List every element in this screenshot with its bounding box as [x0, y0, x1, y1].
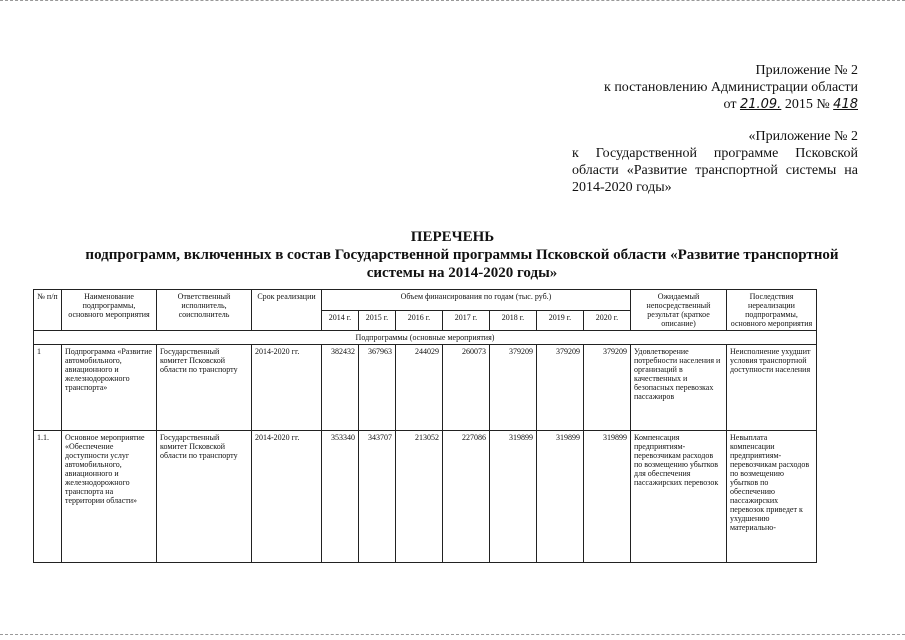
header-year: 2020 г. — [584, 310, 631, 331]
row-consequence: Невыплата компенсации предприятиям-перевозчикам расходов по возмещению убытков по обеспечению пассажирских перевозок приведет к ухудшению материально- — [727, 431, 817, 563]
appendix-date-line — [560, 96, 858, 113]
bottom-scan-edge — [0, 634, 905, 635]
appendix-quote-line1: «Приложение № 2 — [748, 129, 858, 144]
header-executor: Ответственный исполнитель, соисполнитель — [157, 290, 252, 331]
row-value: 227086 — [443, 431, 490, 563]
date-year: 2015 № — [784, 97, 830, 112]
header-consequence: Последствия нереализации подпрограммы, основного мероприятия — [727, 290, 817, 331]
header-year: 2016 г. — [396, 310, 443, 331]
row-value: 343707 — [359, 431, 396, 563]
top-scan-edge — [0, 0, 905, 1]
row-name: Подпрограмма «Развитие автомобильного, авиационного и железнодорожного транспорта» — [62, 345, 157, 431]
row-value: 379209 — [584, 345, 631, 431]
row-term: 2014-2020 гг. — [252, 345, 322, 431]
section-row — [34, 331, 817, 345]
row-num: 1.1. — [34, 431, 62, 563]
row-value: 367963 — [359, 345, 396, 431]
row-value: 319899 — [537, 431, 584, 563]
document-title: ПЕРЕЧЕНЬ — [410, 229, 495, 245]
section-label: Подпрограммы (основные мероприятия) — [34, 331, 817, 345]
appendix-quote-body: к Государственной программе Псковской области «Развитие транспортной системы на 2014-2020 годы» — [572, 146, 858, 195]
header-name: Наименование подпрограммы, основного мероприятия — [62, 290, 157, 331]
header-year: 2019 г. — [537, 310, 584, 331]
header-funding: Объем финансирования по годам (тыс. руб.) — [322, 290, 631, 311]
row-result: Удовлетворение потребности населения и организаций в качественных и безопасных перевозках пассажиров — [631, 345, 727, 431]
row-consequence: Неисполнение ухудшит условия транспортной доступности населения — [727, 345, 817, 431]
row-result: Компенсация предприятиям-перевозчикам расходов по возмещению убытков для обеспечения пассажирских перевозок — [631, 431, 727, 563]
header-num: № п/п — [34, 290, 62, 331]
header-row-1 — [34, 290, 817, 311]
header-term: Срок реализации — [252, 290, 322, 331]
table-row — [34, 345, 817, 431]
header-year: 2015 г. — [359, 310, 396, 331]
row-value: 244029 — [396, 345, 443, 431]
row-value: 319899 — [490, 431, 537, 563]
row-value: 319899 — [584, 431, 631, 563]
appendix-header — [560, 62, 858, 113]
row-executor: Государственный комитет Псковской области по транспорту — [157, 345, 252, 431]
row-executor: Государственный комитет Псковской области по транспорту — [157, 431, 252, 563]
row-num: 1 — [34, 345, 62, 431]
row-value: 213052 — [396, 431, 443, 563]
row-term: 2014-2020 гг. — [252, 431, 322, 563]
header-year: 2014 г. — [322, 310, 359, 331]
handwritten-number: 418 — [833, 97, 858, 112]
header-result: Ожидаемый непосредственный результат (краткое описание) — [631, 290, 727, 331]
appendix-line1: Приложение № 2 — [755, 63, 858, 78]
row-value: 379209 — [537, 345, 584, 431]
document-subtitle: подпрограмм, включенных в состав Государственной программы Псковской области «Развитие транспортной системы на 2014-2020 годы» — [85, 247, 839, 281]
row-value: 260073 — [443, 345, 490, 431]
row-value: 382432 — [322, 345, 359, 431]
row-value: 353340 — [322, 431, 359, 563]
subprograms-table — [33, 289, 817, 563]
appendix-quote-block — [572, 128, 858, 196]
row-name: Основное мероприятие «Обеспечение доступности услуг автомобильного, авиационного и железнодорожного транспорта на территории области» — [62, 431, 157, 563]
header-year: 2018 г. — [490, 310, 537, 331]
date-prefix: от — [723, 97, 737, 112]
header-year: 2017 г. — [443, 310, 490, 331]
handwritten-date: 21.09. — [739, 97, 782, 112]
row-value: 379209 — [490, 345, 537, 431]
appendix-line2: к постановлению Администрации области — [604, 80, 858, 95]
table-row — [34, 431, 817, 563]
